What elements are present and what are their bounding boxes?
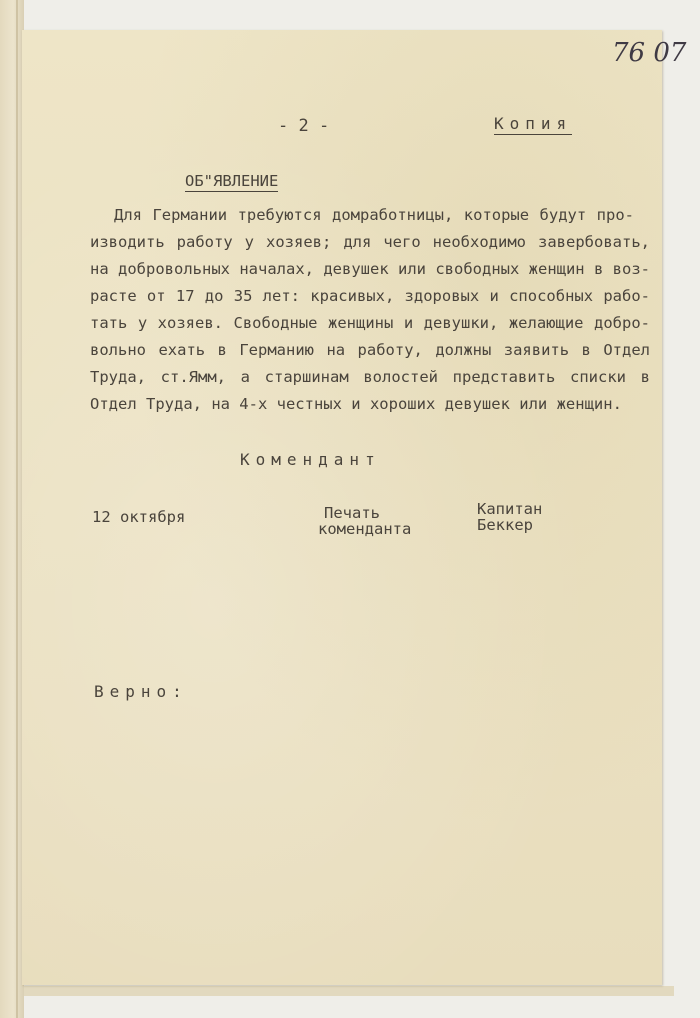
stamp-label-line2: коменданта [318,520,412,538]
certified-label: Верно: [94,682,188,701]
announcement-heading: ОБ"ЯВЛЕНИЕ [185,172,279,190]
rank: Капитан [477,500,543,518]
body-line: вольно ехать в Германию на работу, должны заявить в Отдел [90,341,650,359]
body-line: тать у хозяев. Свободные женщины и девушки, желающие добро- [90,314,650,332]
body-line: расте от 17 до 35 лет: красивых, здоровых и способных рабо- [90,287,650,305]
commandant-name: Беккер [477,516,533,534]
body-line: на добровольных началах, девушек или свободных женщин в воз- [90,260,650,278]
copy-label: Копия [494,114,573,133]
underlying-page-edge [24,986,674,996]
typewritten-page [22,30,687,985]
archive-handwritten-mark: 76 07 [612,38,687,68]
body-line: Для Германии требуются домработницы, которые будут про- [114,206,634,224]
page-number: - 2 - [278,116,330,136]
date: 12 октября [92,508,186,526]
body-line: Труда, ст.Ямм, а старшинам волостей представить списки в [90,368,650,386]
body-line: Отдел Труда, на 4-х честных и хороших девушек или женщин. [90,395,622,413]
signature-title: Комендант [240,450,381,469]
body-line: изводить работу у хозяев; для чего необходимо завербовать, [90,233,650,251]
binding-strip [0,0,24,1018]
stamp-label-line1: Печать [324,504,380,522]
binding-edge [16,0,18,1018]
